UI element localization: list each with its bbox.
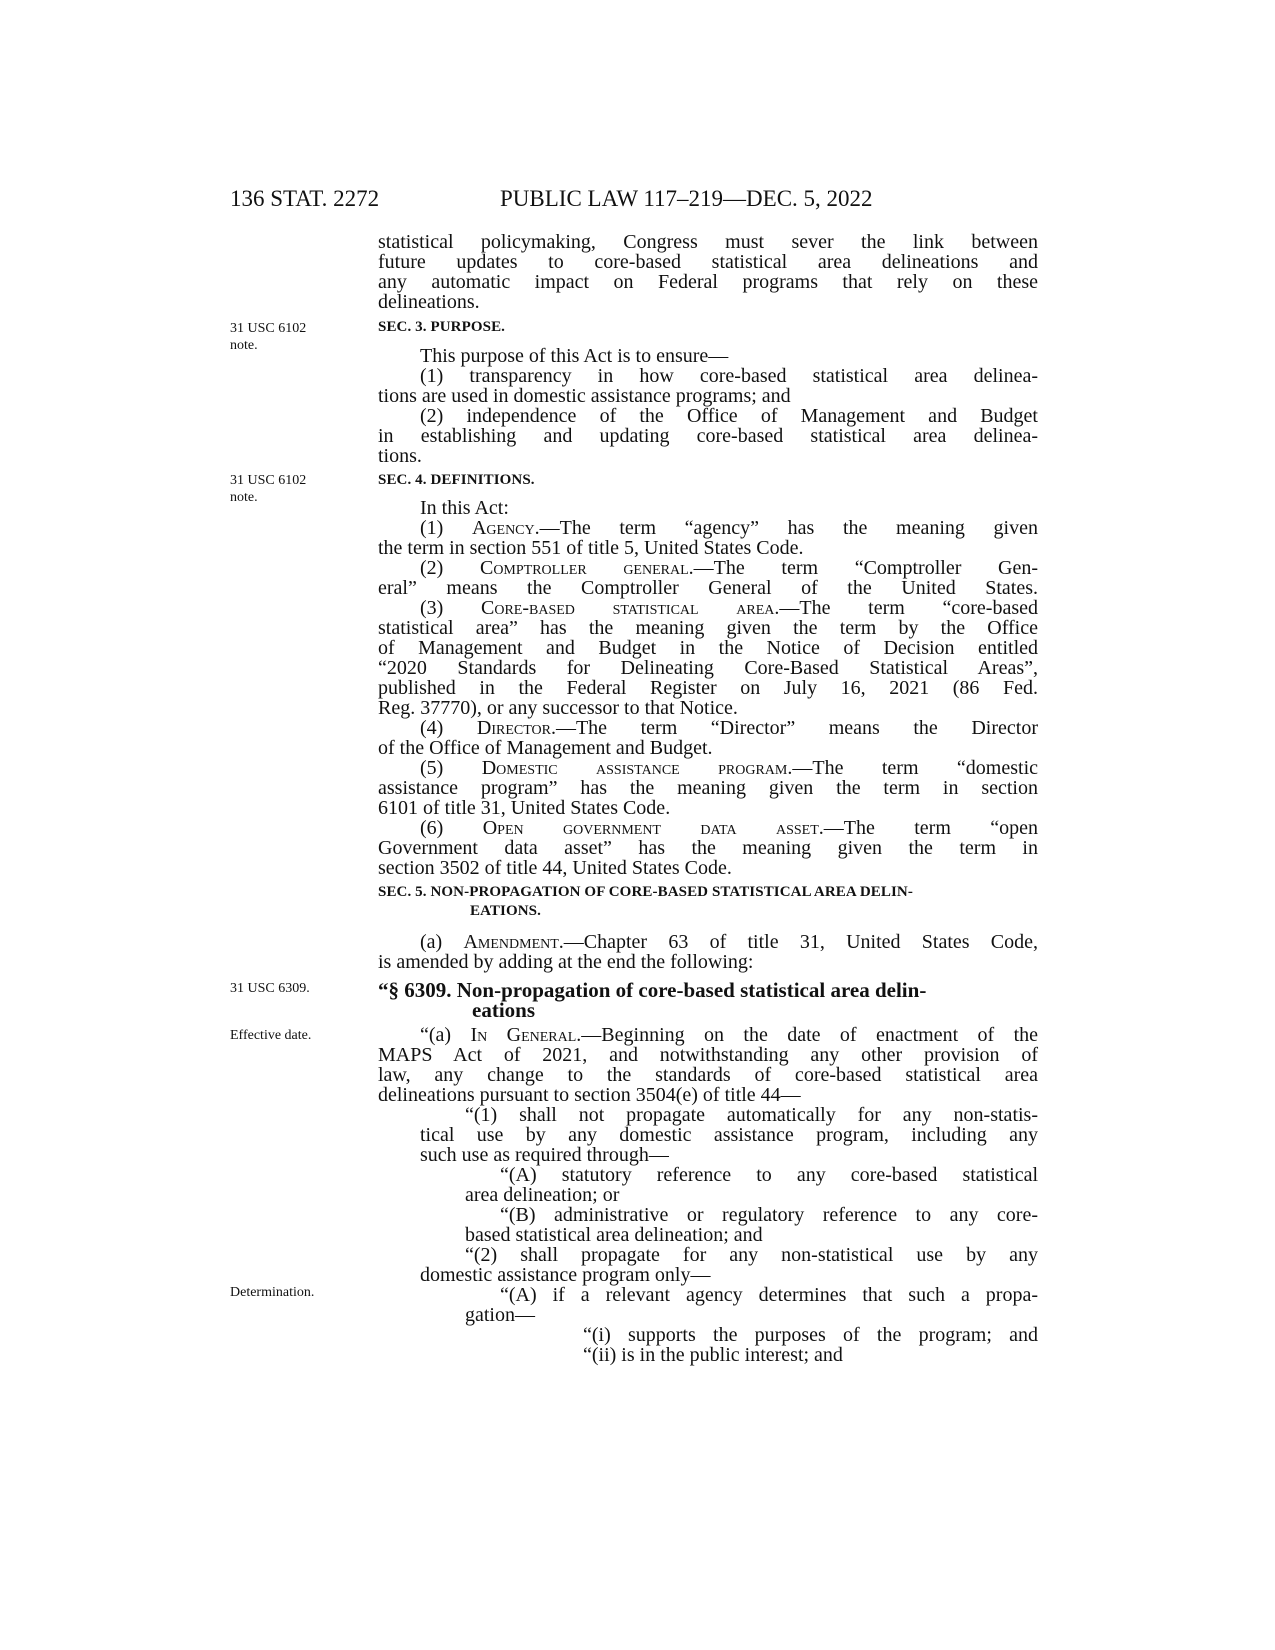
- body-line: such use as required through—: [420, 1144, 669, 1166]
- page-stat-reference: 136 STAT. 2272: [230, 186, 380, 211]
- body-line: 6101 of title 31, United States Code.: [378, 797, 671, 819]
- body-line: tions.: [378, 445, 422, 467]
- definition-comptroller-general: (2) Comptroller general.—The term “Comptroller Gen-: [420, 557, 1038, 579]
- body-line: law, any change to the standards of core-based statistical area: [378, 1064, 1038, 1086]
- body-line: MAPS Act of 2021, and notwithstanding any other provision of: [378, 1044, 1038, 1066]
- definition-agency: (1) Agency.—The term “agency” has the meaning given: [420, 517, 1038, 539]
- body-line: “2020 Standards for Delineating Core-Based Statistical Areas”,: [378, 657, 1038, 679]
- side-note-sec4-note: note.: [230, 490, 258, 505]
- section-4-heading: SEC. 4. DEFINITIONS.: [378, 472, 535, 488]
- side-note-6309-citation: 31 USC 6309.: [230, 981, 310, 996]
- body-line: domestic assistance program only—: [420, 1264, 711, 1286]
- body-line: published in the Federal Register on July 16, 2021 (86 Fed.: [378, 677, 1038, 699]
- definition-core-based-statistical-area: (3) Core-based statistical area.—The term “core-based: [420, 597, 1038, 619]
- body-line: in establishing and updating core-based statistical area delinea-: [378, 425, 1038, 447]
- section-6309-heading: “§ 6309. Non-propagation of core-based statistical area delin-: [378, 978, 927, 1002]
- paragraph-2: “(2) shall propagate for any non-statistical use by any: [465, 1244, 1038, 1266]
- body-line: (2) independence of the Office of Management and Budget: [420, 405, 1038, 427]
- subparagraph-B: “(B) administrative or regulatory reference to any core-: [500, 1204, 1038, 1226]
- side-note-sec3-citation: 31 USC 6102: [230, 321, 307, 336]
- body-line: (1) transparency in how core-based statistical area delinea-: [420, 365, 1038, 387]
- section-5-heading: SEC. 5. NON-PROPAGATION OF CORE-BASED STATISTICAL AREA DELIN-: [378, 884, 913, 900]
- body-line: assistance program” has the meaning given the term in section: [378, 777, 1038, 799]
- body-line: gation—: [465, 1304, 535, 1326]
- body-line: based statistical area delineation; and: [465, 1224, 763, 1246]
- body-line: area delineation; or: [465, 1184, 620, 1206]
- side-note-sec4-citation: 31 USC 6102: [230, 473, 307, 488]
- amendment-paragraph: (a) Amendment.—Chapter 63 of title 31, United States Code,: [420, 931, 1039, 953]
- subparagraph-A: “(A) statutory reference to any core-based statistical: [500, 1164, 1038, 1186]
- running-header-title: PUBLIC LAW 117–219—DEC. 5, 2022: [500, 186, 873, 211]
- body-line: statistical area” has the meaning given the term by the Office: [378, 617, 1038, 639]
- definition-domestic-assistance-program: (5) Domestic assistance program.—The term “domestic: [420, 757, 1038, 779]
- section-5-heading-continued: EATIONS.: [470, 903, 541, 919]
- subparagraph-2A: “(A) if a relevant agency determines that such a propa-: [500, 1284, 1038, 1306]
- section-3-heading: SEC. 3. PURPOSE.: [378, 319, 506, 335]
- body-line: tions are used in domestic assistance programs; and: [378, 385, 791, 407]
- clause-ii: “(ii) is in the public interest; and: [583, 1344, 843, 1366]
- body-line: delineations.: [378, 291, 480, 313]
- side-note-sec3-note: note.: [230, 338, 258, 353]
- body-line: eral” means the Comptroller General of the United States.: [378, 577, 1038, 599]
- body-line: future updates to core-based statistical area delineations and: [378, 251, 1038, 273]
- side-note-effective-date: Effective date.: [230, 1028, 312, 1043]
- body-line: In this Act:: [420, 497, 509, 519]
- body-line: Reg. 37770), or any successor to that Notice.: [378, 697, 738, 719]
- body-line: delineations pursuant to section 3504(e) of title 44—: [378, 1084, 801, 1106]
- body-line: statistical policymaking, Congress must sever the link between: [378, 231, 1038, 253]
- body-line: any automatic impact on Federal programs that rely on these: [378, 271, 1038, 293]
- body-line: the term in section 551 of title 5, United States Code.: [378, 537, 804, 559]
- body-line: of the Office of Management and Budget.: [378, 737, 713, 759]
- body-line: of Management and Budget in the Notice of Decision entitled: [378, 637, 1038, 659]
- body-line: This purpose of this Act is to ensure—: [420, 345, 729, 367]
- section-6309-heading-continued: eations: [472, 998, 535, 1022]
- body-line: is amended by adding at the end the following:: [378, 951, 754, 973]
- body-line: section 3502 of title 44, United States Code.: [378, 857, 732, 879]
- clause-i: “(i) supports the purposes of the program; and: [583, 1324, 1038, 1346]
- paragraph-1: “(1) shall not propagate automatically for any non-statis-: [465, 1104, 1038, 1126]
- side-note-determination: Determination.: [230, 1285, 315, 1300]
- definition-director: (4) Director.—The term “Director” means the Director: [420, 717, 1038, 739]
- body-line: Government data asset” has the meaning given the term in: [378, 837, 1038, 859]
- definition-open-government-data-asset: (6) Open government data asset.—The term “open: [420, 817, 1039, 839]
- subsection-a-in-general: “(a) In General.—Beginning on the date of enactment of the: [420, 1024, 1039, 1046]
- body-line: tical use by any domestic assistance program, including any: [420, 1124, 1038, 1146]
